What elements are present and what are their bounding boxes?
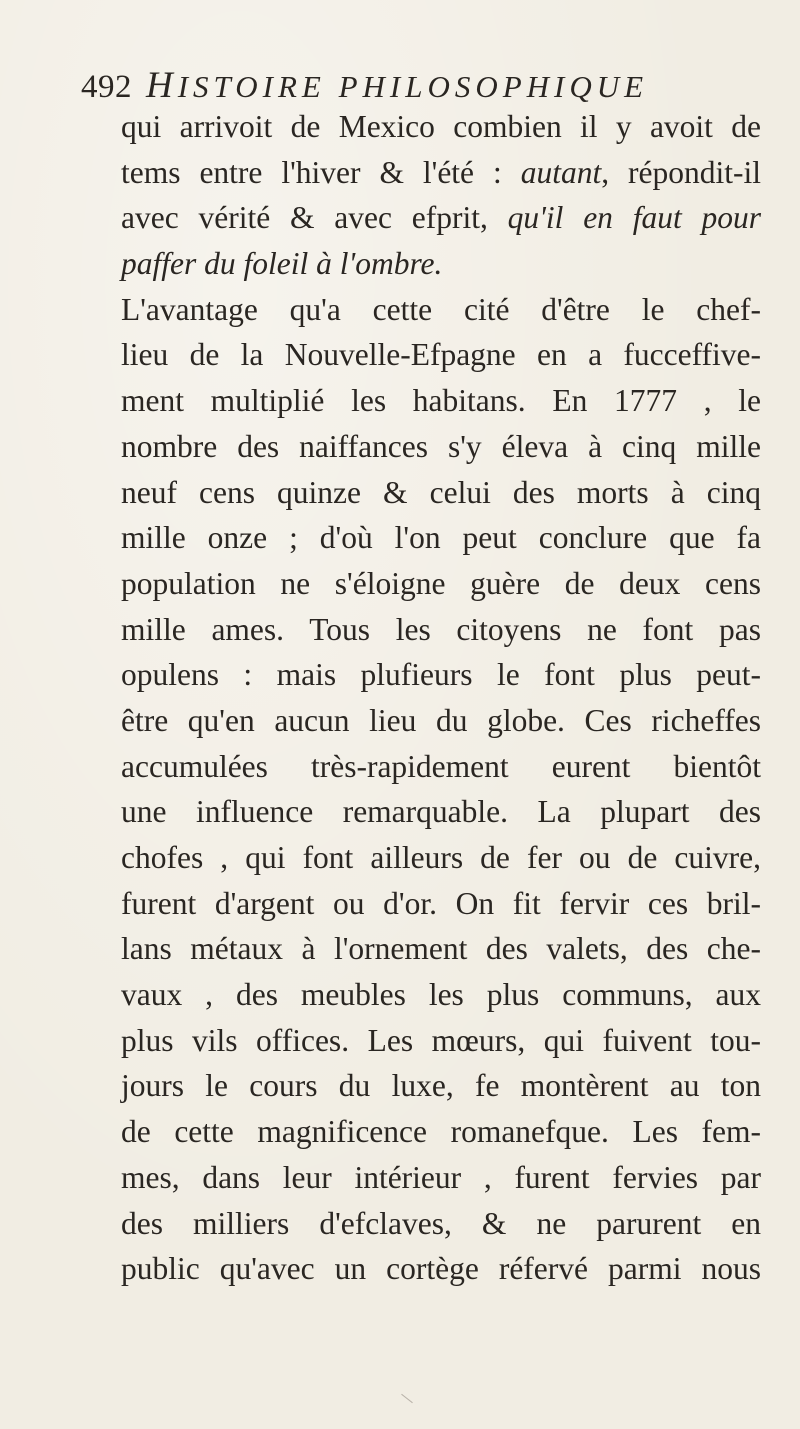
text-line-head: avec vérité & avec efprit, xyxy=(121,200,488,236)
text-line: population ne s'éloigne guère de deux cens xyxy=(121,565,761,601)
italic-phrase: qu'il en faut pour xyxy=(507,200,762,236)
body-text xyxy=(121,104,761,1292)
text-line: être qu'en aucun lieu du globe. Ces richeffes xyxy=(121,702,761,738)
text-line: vaux , des meubles les plus communs, aux xyxy=(121,977,761,1013)
paragraph-start: L'avantage qu'a cette cité d'être le chef- xyxy=(121,291,761,327)
text-line: lieu de la Nouvelle-Efpagne en a fucceffive- xyxy=(121,337,761,373)
running-head xyxy=(146,65,649,106)
text-line: accumulées très-rapidement eurent bientôt xyxy=(121,748,761,784)
text-line xyxy=(121,150,761,196)
italic-phrase: paffer du foleil à l'ombre. xyxy=(121,246,443,282)
text-line: mes, dans leur intérieur , furent fervies par xyxy=(121,1159,761,1195)
italic-word: autant xyxy=(520,154,602,190)
text-line-head: tems entre l'hiver & l'été : xyxy=(121,154,502,190)
running-head-rest: ISTOIRE PHILOSOPHIQUE xyxy=(177,69,649,104)
running-head-initial: H xyxy=(146,65,178,106)
page-number: 492 xyxy=(81,69,132,105)
text-line: jours le cours du luxe, fe montèrent au ton xyxy=(121,1068,761,1104)
text-line: furent d'argent ou d'or. On fit fervir ces bril- xyxy=(121,885,761,921)
text-line: ment multiplié les habitans. En 1777 , le xyxy=(121,383,761,419)
text-line xyxy=(121,241,761,287)
text-line-tail: , répondit-il xyxy=(601,154,762,190)
text-line: neuf cens quinze & celui des morts à cinq xyxy=(121,474,761,510)
text-line: plus vils offices. Les mœurs, qui fuivent tou- xyxy=(121,1022,761,1058)
text-line: mille onze ; d'où l'on peut conclure que fa xyxy=(121,520,761,556)
text-line xyxy=(121,195,761,241)
text-line: lans métaux à l'ornement des valets, des che- xyxy=(121,931,761,967)
text-line: des milliers d'efclaves, & ne parurent en xyxy=(121,1205,761,1241)
text-line: chofes , qui font ailleurs de fer ou de cuivre, xyxy=(121,840,761,875)
text-line: mille ames. Tous les citoyens ne font pas xyxy=(121,611,761,647)
text-line: public qu'avec un cortège réfervé parmi nous xyxy=(121,1251,761,1287)
text-line: nombre des naiffances s'y éleva à cinq mille xyxy=(121,428,761,464)
paper-mark xyxy=(401,1394,413,1403)
text-line: opulens : mais plufieurs le font plus peut- xyxy=(121,657,761,693)
text-line: une influence remarquable. La plupart des xyxy=(121,794,761,830)
text-line: de cette magnificence romanefque. Les fem- xyxy=(121,1114,761,1150)
text-line: qui arrivoit de Mexico combien il y avoit de xyxy=(121,109,761,144)
